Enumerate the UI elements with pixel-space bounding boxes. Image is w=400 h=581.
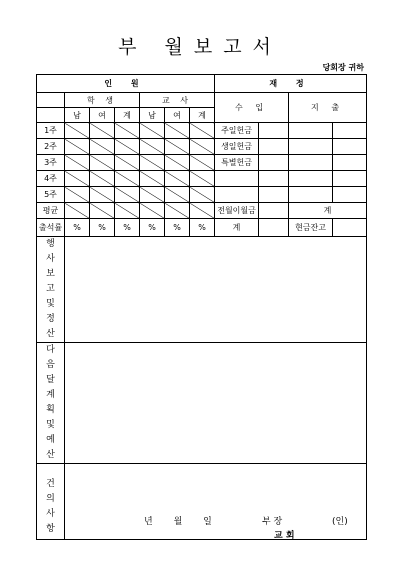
expense-header: 지 출 [289, 93, 367, 123]
week-cell[interactable] [65, 155, 90, 171]
income-amount-cell[interactable] [259, 123, 289, 139]
week-cell[interactable] [65, 187, 90, 203]
week-label: 4주 [37, 171, 65, 187]
report-form [36, 74, 367, 540]
average-cell[interactable] [115, 203, 140, 219]
student-total-col: 계 [115, 108, 140, 123]
expense-item-cell[interactable] [289, 139, 333, 155]
carryover-label: 전월이월금 [215, 203, 259, 219]
income-amount-cell[interactable] [259, 139, 289, 155]
week-cell[interactable] [165, 155, 190, 171]
attendance-percent[interactable]: % [190, 219, 215, 237]
week-cell[interactable] [140, 123, 165, 139]
week-cell[interactable] [165, 171, 190, 187]
week-cell[interactable] [90, 139, 115, 155]
average-cell[interactable] [140, 203, 165, 219]
report-date [144, 514, 230, 527]
average-cell[interactable] [90, 203, 115, 219]
day-label: 일 [203, 517, 212, 527]
carryover-amount-cell[interactable] [259, 203, 289, 219]
attendance-percent[interactable]: % [140, 219, 165, 237]
week-cell[interactable] [190, 171, 215, 187]
attendance-percent[interactable]: % [90, 219, 115, 237]
expense-item-cell[interactable] [289, 155, 333, 171]
teacher-female-col: 여 [165, 108, 190, 123]
week-cell[interactable] [90, 171, 115, 187]
week-label: 1주 [37, 123, 65, 139]
expense-total-label: 계 [289, 203, 367, 219]
week-cell[interactable] [140, 155, 165, 171]
week-cell[interactable] [190, 155, 215, 171]
expense-amount-cell[interactable] [333, 139, 367, 155]
event-report-area[interactable] [65, 237, 367, 343]
income-item-label[interactable] [215, 187, 259, 203]
week-cell[interactable] [65, 171, 90, 187]
week-cell[interactable] [65, 139, 90, 155]
teacher-total-col: 계 [190, 108, 215, 123]
finance-header: 재 정 [215, 75, 367, 93]
income-item-label: 주일헌금 [215, 123, 259, 139]
week-cell[interactable] [165, 187, 190, 203]
students-header: 학 생 [65, 93, 140, 108]
attendance-percent[interactable]: % [65, 219, 90, 237]
attendance-percent[interactable]: % [115, 219, 140, 237]
next-month-plan-label: 다 음 달 계 획 및 예 산 [37, 343, 65, 464]
event-report-label: 행 사 보 고 및 정 산 [37, 237, 65, 343]
suggestions-area[interactable] [65, 464, 367, 540]
average-cell[interactable] [65, 203, 90, 219]
income-item-label: 생일헌금 [215, 139, 259, 155]
average-cell[interactable] [190, 203, 215, 219]
week-cell[interactable] [65, 123, 90, 139]
expense-amount-cell[interactable] [333, 123, 367, 139]
income-amount-cell[interactable] [259, 155, 289, 171]
student-female-col: 여 [90, 108, 115, 123]
week-cell[interactable] [115, 155, 140, 171]
week-cell[interactable] [190, 139, 215, 155]
week-cell[interactable] [115, 171, 140, 187]
week-cell[interactable] [140, 171, 165, 187]
personnel-header: 인 원 [37, 75, 215, 93]
income-total-cell[interactable] [259, 219, 289, 237]
week-cell[interactable] [115, 123, 140, 139]
week-cell[interactable] [190, 187, 215, 203]
week-cell[interactable] [90, 155, 115, 171]
income-amount-cell[interactable] [259, 171, 289, 187]
week-cell[interactable] [140, 139, 165, 155]
week-cell[interactable] [90, 123, 115, 139]
income-item-label[interactable] [215, 171, 259, 187]
week-cell[interactable] [190, 123, 215, 139]
expense-item-cell[interactable] [289, 123, 333, 139]
week-cell[interactable] [115, 187, 140, 203]
cash-balance-cell[interactable] [333, 219, 367, 237]
student-male-col: 남 [65, 108, 90, 123]
expense-item-cell[interactable] [289, 187, 333, 203]
teacher-male-col: 남 [140, 108, 165, 123]
church-label: 교 회 [274, 531, 295, 541]
cash-balance-label: 현금잔고 [289, 219, 333, 237]
week-label: 3주 [37, 155, 65, 171]
income-amount-cell[interactable] [259, 187, 289, 203]
teachers-header: 교 사 [140, 93, 215, 108]
year-label: 년 [144, 517, 153, 527]
corner-cell [37, 93, 65, 108]
week-label: 5주 [37, 187, 65, 203]
next-month-plan-area[interactable] [65, 343, 367, 464]
suggestions-label: 건 의 사 항 [37, 464, 65, 540]
expense-amount-cell[interactable] [333, 187, 367, 203]
average-cell[interactable] [165, 203, 190, 219]
attendance-percent[interactable]: % [165, 219, 190, 237]
month-label: 월 [173, 517, 183, 527]
expense-amount-cell[interactable] [333, 171, 367, 187]
expense-amount-cell[interactable] [333, 155, 367, 171]
week-cell[interactable] [165, 123, 190, 139]
week-cell[interactable] [90, 187, 115, 203]
income-header: 수 입 [215, 93, 289, 123]
attendance-label: 출석률 [37, 219, 65, 237]
document-title: 부 월보고서 [118, 36, 282, 58]
week-label: 2주 [37, 139, 65, 155]
addressee: 당회장 귀하 [322, 63, 364, 72]
income-total-label: 계 [215, 219, 259, 237]
seal-label: (인) [332, 517, 348, 527]
corner-cell [37, 108, 65, 123]
week-cell[interactable] [165, 139, 190, 155]
income-item-label: 특별헌금 [215, 155, 259, 171]
expense-item-cell[interactable] [289, 171, 333, 187]
week-cell[interactable] [115, 139, 140, 155]
week-cell[interactable] [140, 187, 165, 203]
dept-head-label: 부 장 [262, 517, 283, 527]
average-label: 평균 [37, 203, 65, 219]
